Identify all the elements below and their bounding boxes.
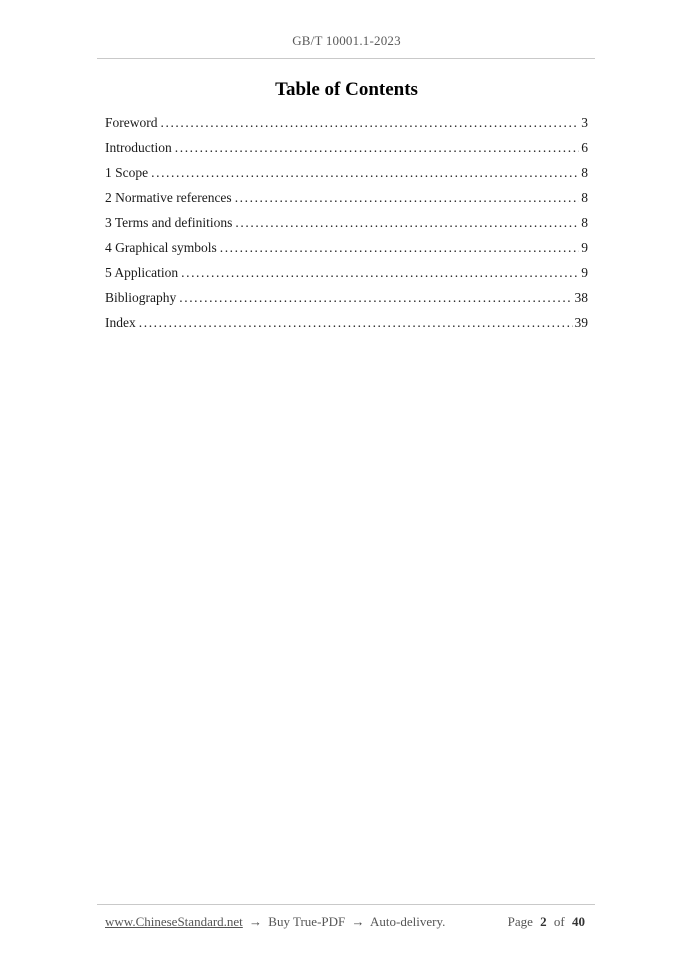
dot-leader bbox=[220, 240, 580, 256]
toc-entry-page: 6 bbox=[581, 140, 588, 155]
footer-promo-line bbox=[105, 914, 445, 930]
current-page-number: 2 bbox=[540, 914, 547, 929]
header-divider bbox=[97, 58, 595, 59]
toc-row bbox=[105, 265, 588, 290]
footer-buy-text: Buy True-PDF bbox=[268, 914, 346, 929]
toc-entry-page: 8 bbox=[581, 165, 588, 180]
total-page-number: 40 bbox=[572, 914, 585, 929]
toc-entry-page: 9 bbox=[581, 265, 588, 280]
page-header-doc-number: GB/T 10001.1-2023 bbox=[292, 33, 401, 48]
toc-entry-page: 8 bbox=[581, 190, 588, 205]
toc-row bbox=[105, 190, 588, 215]
dot-leader bbox=[175, 140, 580, 156]
dot-leader bbox=[161, 115, 580, 131]
toc-row bbox=[105, 315, 588, 340]
toc-entry-label: 5 Application bbox=[105, 265, 179, 280]
toc-row bbox=[105, 215, 588, 240]
toc-entry-label: Foreword bbox=[105, 115, 158, 130]
right-arrow-icon: → bbox=[249, 914, 263, 929]
of-label: of bbox=[553, 914, 565, 929]
dot-leader bbox=[235, 215, 579, 231]
toc-entry-page: 39 bbox=[574, 315, 588, 330]
toc-entry-label: 4 Graphical symbols bbox=[105, 240, 217, 255]
toc-row bbox=[105, 165, 588, 190]
toc-entry-label: 2 Normative references bbox=[105, 190, 232, 205]
dot-leader bbox=[151, 165, 579, 181]
toc-row bbox=[105, 240, 588, 265]
toc-entry-label: Introduction bbox=[105, 140, 172, 155]
dot-leader bbox=[235, 190, 580, 206]
footer-divider bbox=[97, 904, 595, 905]
page-title: Table of Contents bbox=[275, 79, 418, 100]
website-link[interactable]: www.ChineseStandard.net bbox=[105, 914, 243, 929]
toc-entry-label: Index bbox=[105, 315, 136, 330]
dot-leader bbox=[179, 290, 572, 306]
toc-entry-label: 3 Terms and definitions bbox=[105, 215, 233, 230]
dot-leader bbox=[139, 315, 573, 331]
toc-row bbox=[105, 140, 588, 165]
toc-entry-label: 1 Scope bbox=[105, 165, 149, 180]
toc-row bbox=[105, 290, 588, 315]
footer-delivery-text: Auto-delivery. bbox=[370, 914, 446, 929]
page-label: Page bbox=[507, 914, 533, 929]
toc-entry-page: 38 bbox=[574, 290, 588, 305]
dot-leader bbox=[181, 265, 579, 281]
toc-entry-page: 3 bbox=[581, 115, 588, 130]
table-of-contents bbox=[105, 115, 588, 340]
toc-entry-page: 9 bbox=[581, 240, 588, 255]
page-footer bbox=[105, 914, 588, 930]
toc-entry-page: 8 bbox=[581, 215, 588, 230]
toc-row bbox=[105, 115, 588, 140]
toc-entry-label: Bibliography bbox=[105, 290, 177, 305]
page-number-indicator bbox=[507, 914, 588, 930]
right-arrow-icon: → bbox=[351, 914, 365, 929]
